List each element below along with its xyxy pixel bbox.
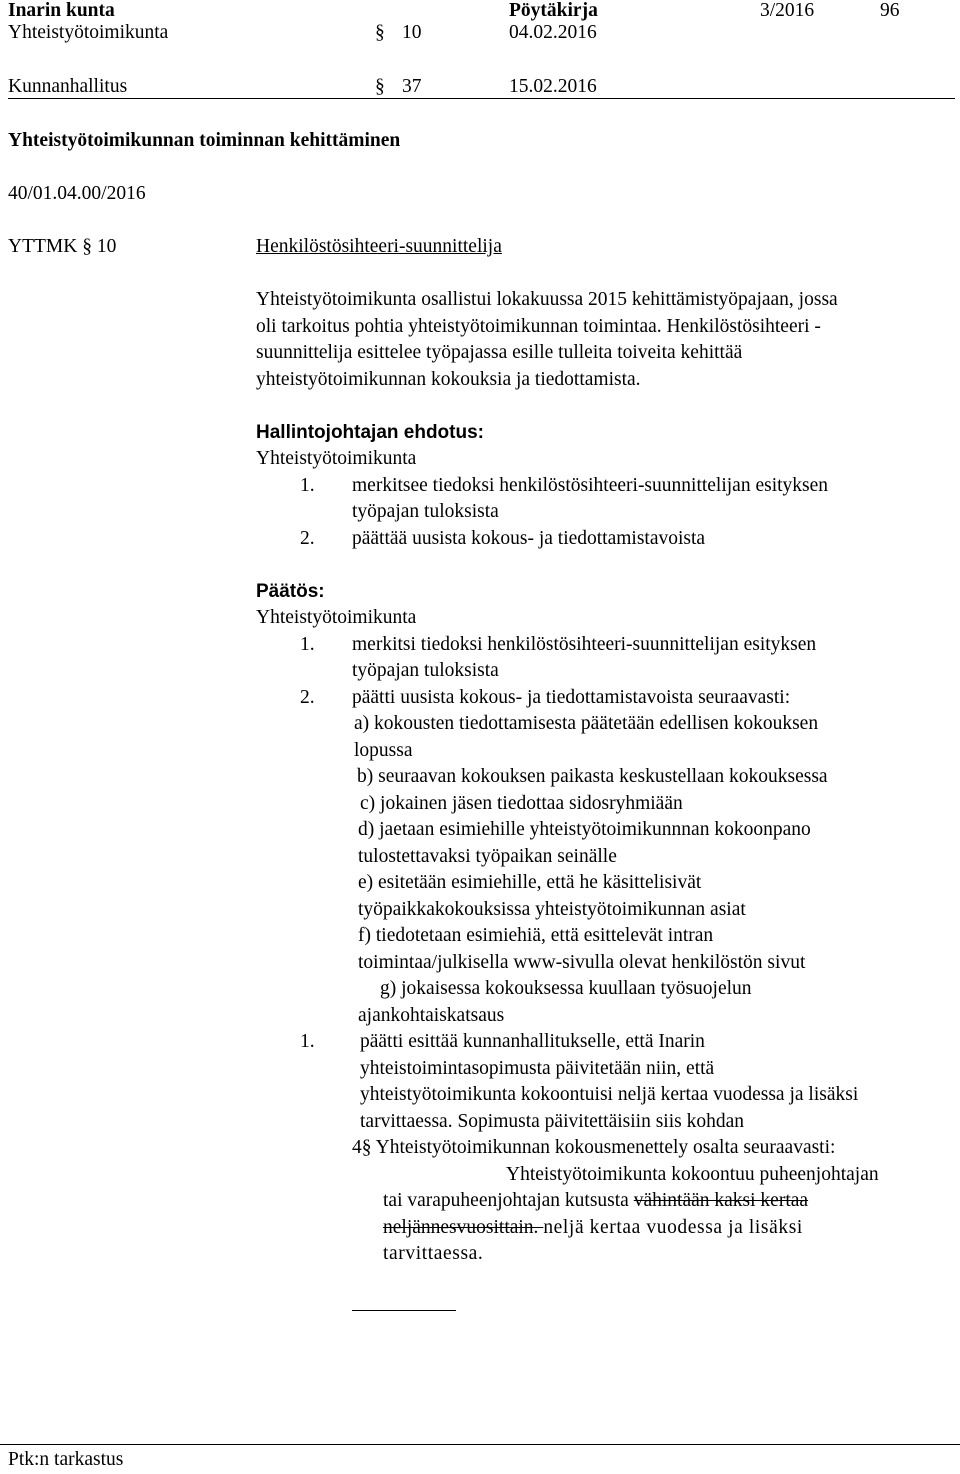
- item-subject: Henkilöstösihteeri-suunnittelija: [256, 236, 502, 257]
- proposal-item-text: työpajan tuloksista: [352, 501, 499, 522]
- document-number: 3/2016: [760, 0, 815, 21]
- footer-divider: [0, 1444, 960, 1445]
- section-sign: §: [375, 22, 385, 43]
- case-id: 40/01.04.00/2016: [8, 183, 146, 204]
- struck-text: vähintään kaksi kertaa: [633, 1190, 809, 1211]
- new-text: neljä kertaa vuodessa ja lisäksi: [543, 1217, 803, 1238]
- decision-item-text: yhteistoimintasopimusta päivitetään niin, että: [360, 1058, 715, 1079]
- sub-item-text: toimintaa/julkisella www-sivulla olevat henkilöstön sivut: [358, 952, 806, 973]
- intro-line: oli tarkoitus pohtia yhteistyötoimikunnan toimintaa. Henkilöstösihteeri -: [256, 316, 821, 337]
- sub-item-text: ajankohtaiskatsaus: [358, 1005, 505, 1026]
- clause-body: [383, 1188, 808, 1215]
- decision-item-text: tarvittaessa. Sopimusta päivitettäisiin siis kohdan: [360, 1111, 744, 1132]
- list-number: 2.: [300, 528, 315, 549]
- municipality-name: Inarin kunta: [8, 0, 115, 21]
- sub-item-text: g) jokaisessa kokouksessa kuullaan työsuojelun: [380, 978, 752, 999]
- item-number: 10: [96, 236, 117, 257]
- sub-item-text: e) esitetään esimiehille, että he käsittelisivät: [358, 872, 702, 893]
- footer-label: Ptk:n tarkastus: [8, 1449, 124, 1470]
- decision-item-text: merkitsi tiedoksi henkilöstösihteeri-suunnittelijan esityksen: [352, 634, 817, 655]
- decision-item-text: työpajan tuloksista: [352, 660, 499, 681]
- new-text: tarvittaessa.: [383, 1243, 484, 1264]
- intro-line: suunnittelija esittelee työpajassa esille tulleita toiveita kehittää: [256, 342, 743, 363]
- sub-item-text: c) jokainen jäsen tiedottaa sidosryhmiään: [360, 793, 683, 814]
- clause-text: Yhteistyötoimikunnan kokousmenettely osalta seuraavasti:: [375, 1137, 836, 1158]
- clause-body: [383, 1215, 803, 1242]
- list-number: 1.: [300, 634, 315, 655]
- intro-line: Yhteistyötoimikunta osallistui lokakuussa 2015 kehittämistyöpajaan, jossa: [256, 289, 838, 310]
- section-sign: §: [361, 1137, 372, 1158]
- list-number: 1.: [300, 475, 315, 496]
- header-body: Kunnanhallitus: [8, 76, 128, 97]
- clause-line: [352, 1135, 835, 1162]
- sub-item-text: b) seuraavan kokouksen paikasta keskustellaan kokouksessa: [357, 766, 828, 787]
- list-number: 2.: [300, 687, 315, 708]
- header-section: 10: [402, 22, 422, 43]
- proposal-subject: Yhteistyötoimikunta: [256, 448, 417, 469]
- proposal-item-text: merkitsee tiedoksi henkilöstösihteeri-suunnittelijan esityksen: [352, 475, 829, 496]
- header-date: 15.02.2016: [509, 76, 597, 97]
- sub-item-text: a) kokousten tiedottamisesta päätetään edellisen kokouksen: [354, 713, 819, 734]
- clause-plain-text: tai varapuheenjohtajan kutsusta: [383, 1190, 634, 1211]
- decision-item-text: päätti esittää kunnanhallitukselle, että Inarin: [360, 1031, 705, 1052]
- list-number: 1.: [300, 1031, 315, 1052]
- end-rule: [352, 1310, 456, 1311]
- page-number: 96: [880, 0, 900, 21]
- proposal-item-text: päättää uusista kokous- ja tiedottamistavoista: [352, 528, 706, 549]
- clause-number: 4: [352, 1137, 362, 1158]
- decision-heading: Päätös:: [256, 581, 325, 602]
- intro-line: yhteistyötoimikunnan kokouksia ja tiedottamista.: [256, 369, 641, 390]
- proposal-heading: Hallintojohtajan ehdotus:: [256, 422, 484, 443]
- decision-subject: Yhteistyötoimikunta: [256, 607, 417, 628]
- header-section: 37: [402, 76, 422, 97]
- sub-item-text: tulostettavaksi työpaikan seinälle: [358, 846, 617, 867]
- clause-body: Yhteistyötoimikunta kokoontuu puheenjohtajan: [506, 1164, 879, 1185]
- header-body: Yhteistyötoimikunta: [8, 22, 169, 43]
- sub-item-text: d) jaetaan esimiehille yhteistyötoimikunnnan kokoonpano: [358, 819, 811, 840]
- section-sign: §: [375, 76, 385, 97]
- decision-item-text: yhteistyötoimikunta kokoontuisi neljä kertaa vuodessa ja lisäksi: [360, 1084, 859, 1105]
- header-divider: [8, 98, 955, 99]
- page-title: Yhteistyötoimikunnan toiminnan kehittäminen: [8, 130, 401, 151]
- document-type: Pöytäkirja: [509, 0, 598, 21]
- sub-item-text: lopussa: [354, 740, 413, 761]
- item-label: YTTMK § 10: [8, 236, 117, 257]
- header-date: 04.02.2016: [509, 22, 597, 43]
- struck-text: neljännesvuosittain.: [383, 1217, 544, 1238]
- item-code: YTTMK: [8, 236, 78, 257]
- sub-item-text: työpaikkakokouksissa yhteistyötoimikunnan asiat: [358, 899, 746, 920]
- decision-item-text: päätti uusista kokous- ja tiedottamistavoista seuraavasti:: [352, 687, 791, 708]
- sub-item-text: f) tiedotetaan esimiehiä, että esittelevät intran: [358, 925, 714, 946]
